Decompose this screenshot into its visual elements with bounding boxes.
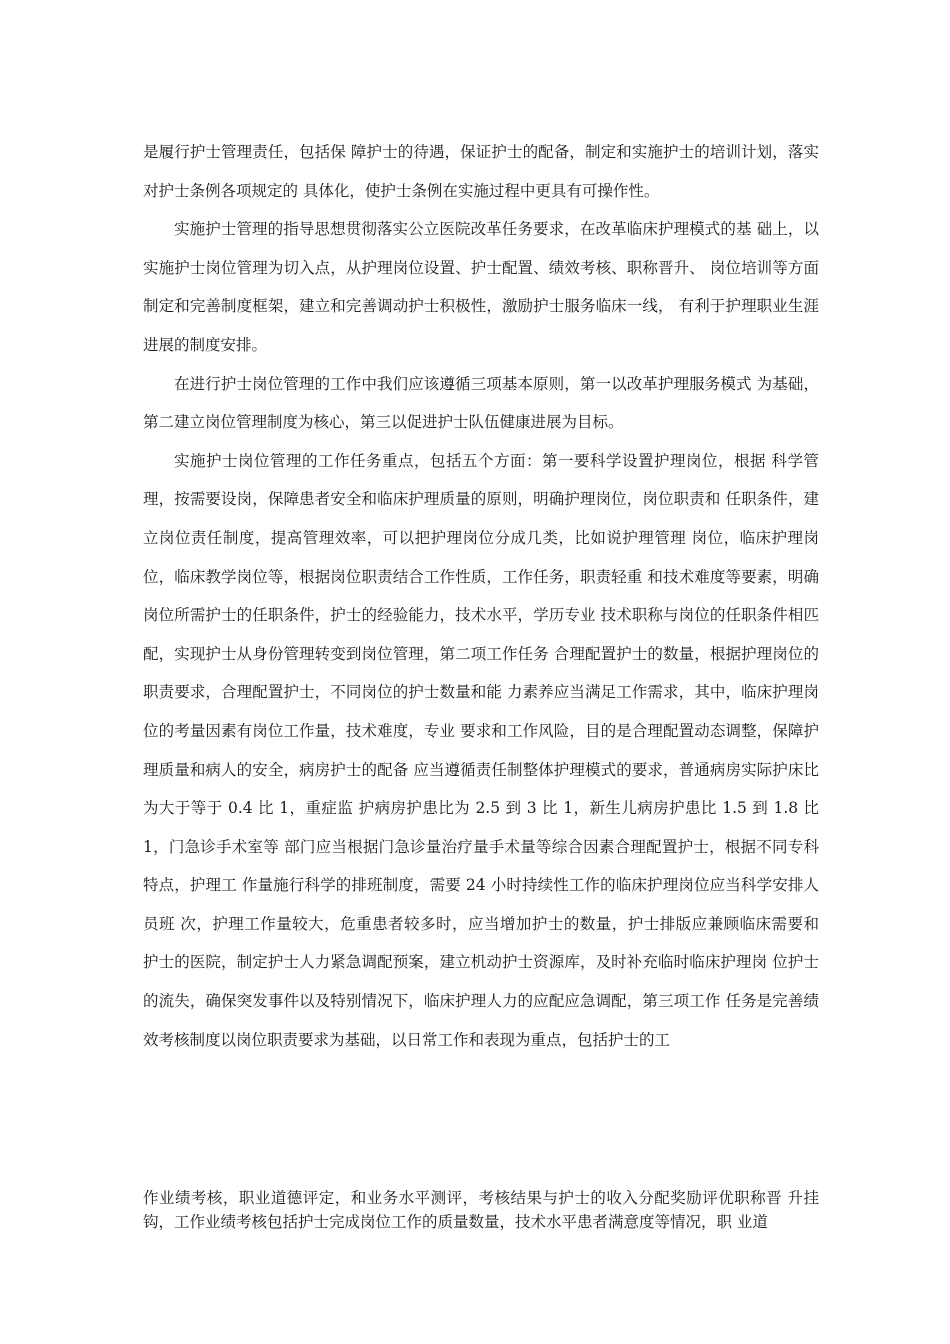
paragraph-2: 实施护士管理的指导思想贯彻落实公立医院改革任务要求，在改革临床护理模式的基 础上，以实施护士岗位管理为切入点，从护理岗位设置、护士配置、绩效考核、职称晋升、 岗位培训等方面制定和完善制度框架，建立和完善调动护士积极性，激励护士服务临床一线， 有利于护理职业生涯进展的制度安排。 <box>143 220 819 354</box>
document-tail <box>143 1186 819 1234</box>
paragraph-4: 实施护士岗位管理的工作任务重点，包括五个方面：第一要科学设置护理岗位，根据 科学管理，按需要设岗，保障患者安全和临床护理质量的原则，明确护理岗位，岗位职责和 任职条件，建立岗位责任制度，提高管理效率，可以把护理岗位分成几类，比如说护理管理 岗位，临床护理岗位，临床教学岗位等，根据岗位职责结合工作性质，工作任务，职责轻重 和技术难度等要素，明确岗位所需护士的任职条件，护士的经验能力，技术水平，学历专业 技术职称与岗位的任职条件相匹配，实现护士从身份管理转变到岗位管理，第二项工作任务 合理配置护士的数量，根据护理岗位的职责要求，合理配置护士，不同岗位的护士数量和能 力素养应当满足工作需求，其中，临床护理岗位的考量因素有岗位工作量，技术难度，专业 要求和工作风险，目的是合理配置动态调整，保障护理质量和病人的安全，病房护士的配备 应当遵循责任制整体护理模式的要求，普通病房实际护床比为大于等于 0.4 比 1，重症监 护病房护患比为 2.5 到 3 比 1，新生儿病房护患比 1.5 到 1.8 比 1，门急诊手术室等 部门应当根据门急诊量治疗量手术量等综合因素合理配置护士，根据不同专科特点，护理工 作量施行科学的排班制度，需要 24 小时持续性工作的临床护理岗位应当科学安排人员班 次，护理工作量较大，危重患者较多时，应当增加护士的数量，护士排版应兼顾临床需要和 护士的医院，制定护士人力紧急调配预案，建立机动护士资源库，及时补充临时临床护理岗 位护士的流失，确保突发事件以及特别情况下，临床护理人力的应配应急调配，第三项工作 任务是完善绩效考核制度以岗位职责要求为基础，以日常工作和表现为重点，包括护士的工 <box>143 451 819 1049</box>
paragraph-3: 在进行护士岗位管理的工作中我们应该遵循三项基本原则，第一以改革护理服务模式 为基础，第二建立岗位管理制度为核心，第三以促进护士队伍健康进展为目标。 <box>143 374 819 432</box>
paragraph-1: 是履行护士管理责任，包括保 障护士的待遇，保证护士的配备，制定和实施护士的培训计划，落实对护士条例各项规定的 具体化，使护士条例在实施过程中更具有可操作性。 <box>143 143 819 200</box>
paragraph-5: 作业绩考核，职业道德评定，和业务水平测评，考核结果与护士的收入分配奖励评优职称晋 升挂钩，工作业绩考核包括护士完成岗位工作的质量数量，技术水平患者满意度等情况，职 业道 <box>143 1189 819 1231</box>
document-body <box>143 133 819 1059</box>
